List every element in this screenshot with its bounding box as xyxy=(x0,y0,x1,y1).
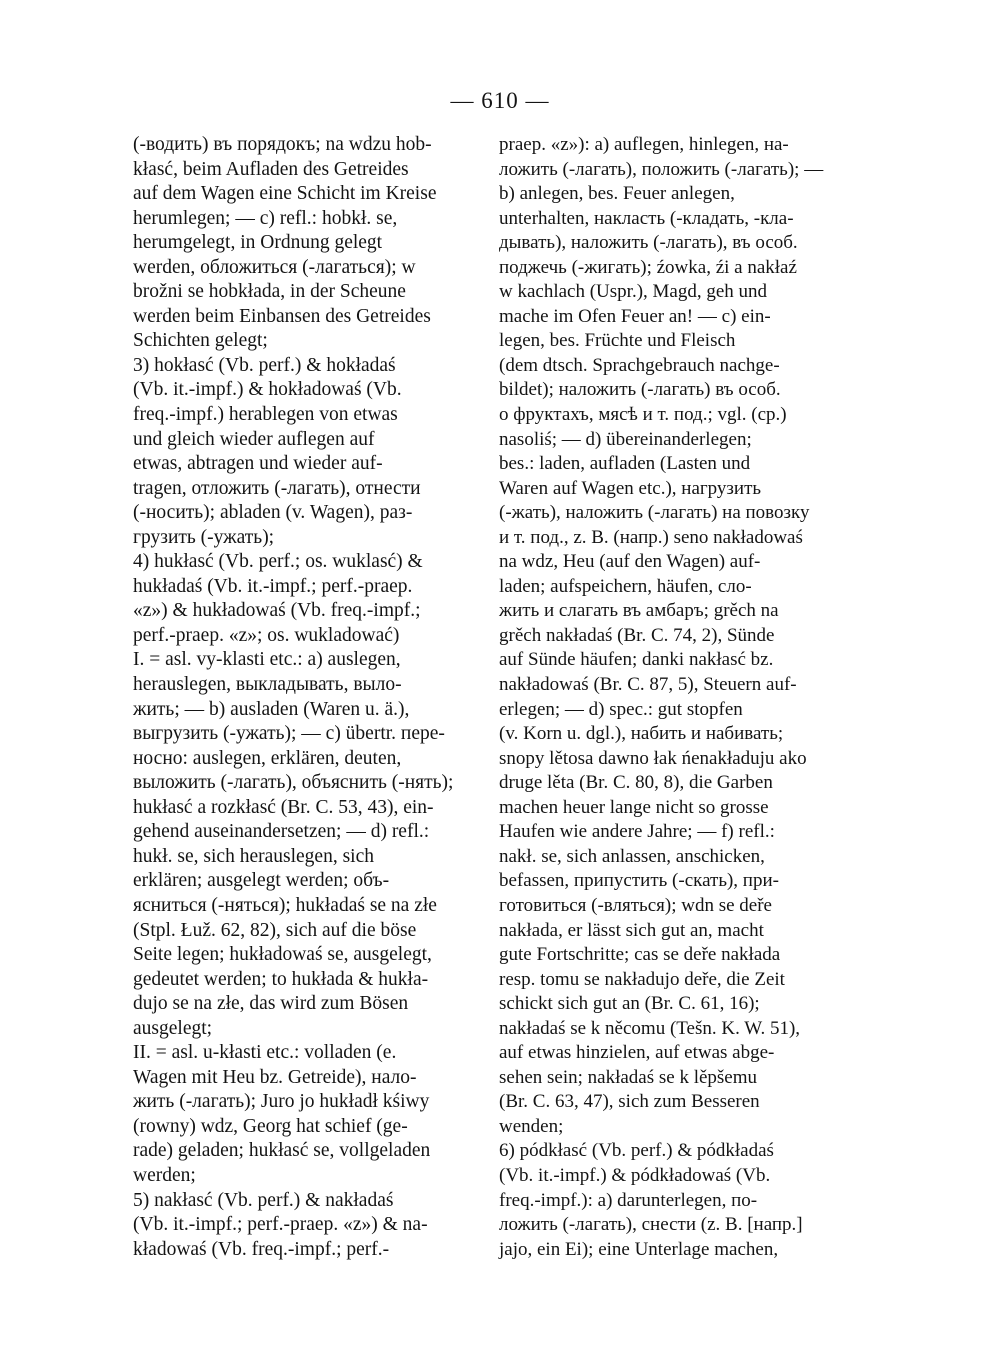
text-line: grěch nakładaś (Br. C. 74, 2), Sünde xyxy=(499,624,775,646)
text-line: sehen sein; nakładaś se k lěpšemu xyxy=(499,1066,758,1088)
text-line: (v. Korn u. dgl.), набить и набивать; xyxy=(499,723,784,745)
text-line: (-жать), наложить (-лагать) на повозку xyxy=(499,502,810,524)
text-line: herumlegen; — c) refl.: hobkł. se, xyxy=(133,207,398,229)
text-line: und gleich wieder auflegen auf xyxy=(133,428,375,450)
text-line: wenden; xyxy=(499,1115,564,1137)
text-line: unterhalten, накласть (-кладать, -кла- xyxy=(499,207,794,229)
text-line: Schichten gelegt; xyxy=(133,330,268,352)
text-line: gehend auseinandersetzen; — d) refl.: xyxy=(133,821,430,843)
left-column xyxy=(133,133,481,1262)
text-line: носно: auslegen, erklären, deuten, xyxy=(133,747,402,769)
text-line: auf Sünde häufen; danki nakłasć bz. xyxy=(499,649,774,671)
text-line: Haufen wie andere Jahre; — f) refl.: xyxy=(499,821,775,843)
text-line: грузить (-ужать); xyxy=(133,526,275,548)
text-line: herumgelegt, in Ordnung gelegt xyxy=(133,232,383,254)
text-line: kładowaś (Vb. freq.-impf.; perf.- xyxy=(133,1238,390,1260)
text-line: готовиться (-вляться); wdn se deře xyxy=(499,894,772,916)
text-line: выложить (-лагать), объяснить (-нять); xyxy=(133,772,454,794)
text-line: auf dem Wagen eine Schicht im Kreise xyxy=(133,183,437,205)
text-line: жить (-лагать); Juro jo hukładł kśiwy xyxy=(133,1091,430,1113)
text-line: nakł. se, sich anlassen, anschicken, xyxy=(499,845,765,867)
text-line: erlegen; — d) spec.: gut stopfen xyxy=(499,698,743,720)
text-line: gute Fortschritte; cas se deře nakłada xyxy=(499,944,781,966)
text-line: auf etwas hinzielen, auf etwas abge- xyxy=(499,1042,775,1064)
text-line: jajo, ein Ei); eine Unterlage machen, xyxy=(499,1238,779,1260)
text-line: (dem dtsch. Sprachgebrauch nachge- xyxy=(499,354,780,376)
text-line: 4) hukłasć (Vb. perf.; os. wuklasć) & xyxy=(133,551,423,573)
text-line: II. = asl. u-kłasti etc.: volladen (e. xyxy=(133,1042,397,1064)
text-line: 5) nakłasć (Vb. perf.) & nakładaś xyxy=(133,1189,394,1211)
text-line: 6) pódkłasć (Vb. perf.) & pódkładaś xyxy=(499,1140,774,1162)
text-line: ложить (-лагать), положить (-лагать); — xyxy=(499,158,824,180)
text-line: ложить (-лагать), снести (z. B. [напр.] xyxy=(499,1214,803,1236)
text-line: etwas, abtragen und wieder auf- xyxy=(133,453,383,475)
text-line: brožni se hobkłada, in der Scheune xyxy=(133,281,406,303)
text-line: erklären; ausgelegt werden; объ- xyxy=(133,870,390,892)
text-line: mache im Ofen Feuer an! — c) ein- xyxy=(499,305,771,327)
text-line: b) anlegen, bes. Feuer anlegen, xyxy=(499,183,735,205)
text-line: dujo se na złe, das wird zum Bösen xyxy=(133,993,409,1015)
text-line: (Vb. it.-impf.) & pódkładowaś (Vb. xyxy=(499,1164,771,1186)
text-line: дывать), наложить (-лагать), въ особ. xyxy=(499,232,798,254)
text-line: freq.-impf.): a) darunterlegen, по- xyxy=(499,1189,758,1211)
text-line: hukł. se, sich herauslegen, sich xyxy=(133,845,374,867)
text-line: bildet); наложить (-лагать) въ особ. xyxy=(499,379,781,401)
text-line: ясниться (-няться); hukładaś se na złe xyxy=(133,894,437,916)
text-line: выгрузить (-ужать); — c) übertr. пере- xyxy=(133,723,445,745)
text-line: na wdz, Heu (auf den Wagen) auf- xyxy=(499,551,761,573)
text-line: (Vb. it.-impf.; perf.-praep. «z») & na- xyxy=(133,1214,428,1236)
text-line: tragen, отложить (-лагать), отнести xyxy=(133,477,421,499)
page-number: — 610 — xyxy=(450,88,550,113)
text-line: werden, обложиться (-лагаться); w xyxy=(133,256,416,278)
text-line: druge lěta (Br. C. 80, 8), die Garben xyxy=(499,772,773,794)
text-line: Waren auf Wagen etc.), нагрузить xyxy=(499,477,762,499)
text-line: жить; — b) ausladen (Waren u. ä.), xyxy=(133,698,410,720)
text-line: w kachlach (Uspr.), Magd, geh und xyxy=(499,281,768,303)
text-line: I. = asl. vy-klasti etc.: a) auslegen, xyxy=(133,649,401,671)
text-line: Wagen mit Heu bz. Getreide), нало- xyxy=(133,1066,417,1088)
text-line: (rowny) wdz, Georg hat schief (ge- xyxy=(133,1115,408,1137)
text-line: werden beim Einbansen des Getreides xyxy=(133,305,431,327)
text-line: Seite legen; hukładowaś se, ausgelegt, xyxy=(133,944,432,966)
text-line: resp. tomu se nakładujo deře, die Zeit xyxy=(499,968,785,990)
text-line: (Stpl. Łuž. 62, 82), sich auf die böse xyxy=(133,919,417,941)
text-line: «z») & hukładowaś (Vb. freq.-impf.; xyxy=(133,600,421,622)
text-line: snopy lětosa dawno łak ńenakładuju ako xyxy=(499,747,807,769)
text-line: legen, bes. Früchte und Fleisch xyxy=(499,330,736,352)
text-line: herauslegen, выкладывать, выло- xyxy=(133,674,402,696)
text-line: 3) hokłasć (Vb. perf.) & hokładaś xyxy=(133,354,396,376)
text-line: machen heuer lange nicht so grosse xyxy=(499,796,769,818)
text-line: и т. под., z. B. (напр.) seno nakładowaś xyxy=(499,526,803,548)
text-line: bes.: laden, aufladen (Lasten und xyxy=(499,453,751,475)
text-line: freq.-impf.) herablegen von etwas xyxy=(133,404,398,426)
text-line: kłasć, beim Aufladen des Getreides xyxy=(133,158,409,180)
text-line: nakłada, er lässt sich gut an, macht xyxy=(499,919,764,941)
right-column xyxy=(499,133,829,1262)
text-line: hukładaś (Vb. it.-impf.; perf.-praep. xyxy=(133,575,413,597)
text-line: (Vb. it.-impf.) & hokładowaś (Vb. xyxy=(133,379,402,401)
text-line: perf.-praep. «z»; os. wukladować) xyxy=(133,624,400,646)
text-line: о фруктахъ, мясѣ и т. под.; vgl. (cp.) xyxy=(499,404,787,426)
text-line: ausgelegt; xyxy=(133,1017,213,1039)
text-line: (-носить); abladen (v. Wagen), раз- xyxy=(133,502,413,524)
text-line: schickt sich gut an (Br. C. 61, 16); xyxy=(499,993,760,1015)
text-line: жить и слагать въ амбаръ; grěch na xyxy=(499,600,779,622)
text-line: nakładaś se k něcomu (Tešn. K. W. 51), xyxy=(499,1017,801,1039)
text-line: befassen, припустить (-скать), при- xyxy=(499,870,779,892)
text-line: werden; xyxy=(133,1164,196,1186)
text-line: hukłasć a rozkłasć (Br. C. 53, 43), ein- xyxy=(133,796,434,818)
text-line: (-водить) въ порядокъ; na wdzu hob- xyxy=(133,134,432,155)
text-line: поджечь (-жигать); źowka, źi a nakłaź xyxy=(499,256,797,278)
text-line: nakładowaś (Br. C. 87, 5), Steuern auf- xyxy=(499,674,797,696)
text-line: nasoliś; — d) übereinanderlegen; xyxy=(499,428,752,450)
text-line: praep. «z»): a) auflegen, hinlegen, на- xyxy=(499,134,789,155)
text-line: rade) geladen; hukłasć se, vollgeladen xyxy=(133,1140,431,1162)
text-line: gedeutet werden; to hukłada & hukła- xyxy=(133,968,429,990)
text-line: laden; aufspeichern, häufen, сло- xyxy=(499,575,752,597)
text-line: (Br. C. 63, 47), sich zum Besseren xyxy=(499,1091,760,1113)
